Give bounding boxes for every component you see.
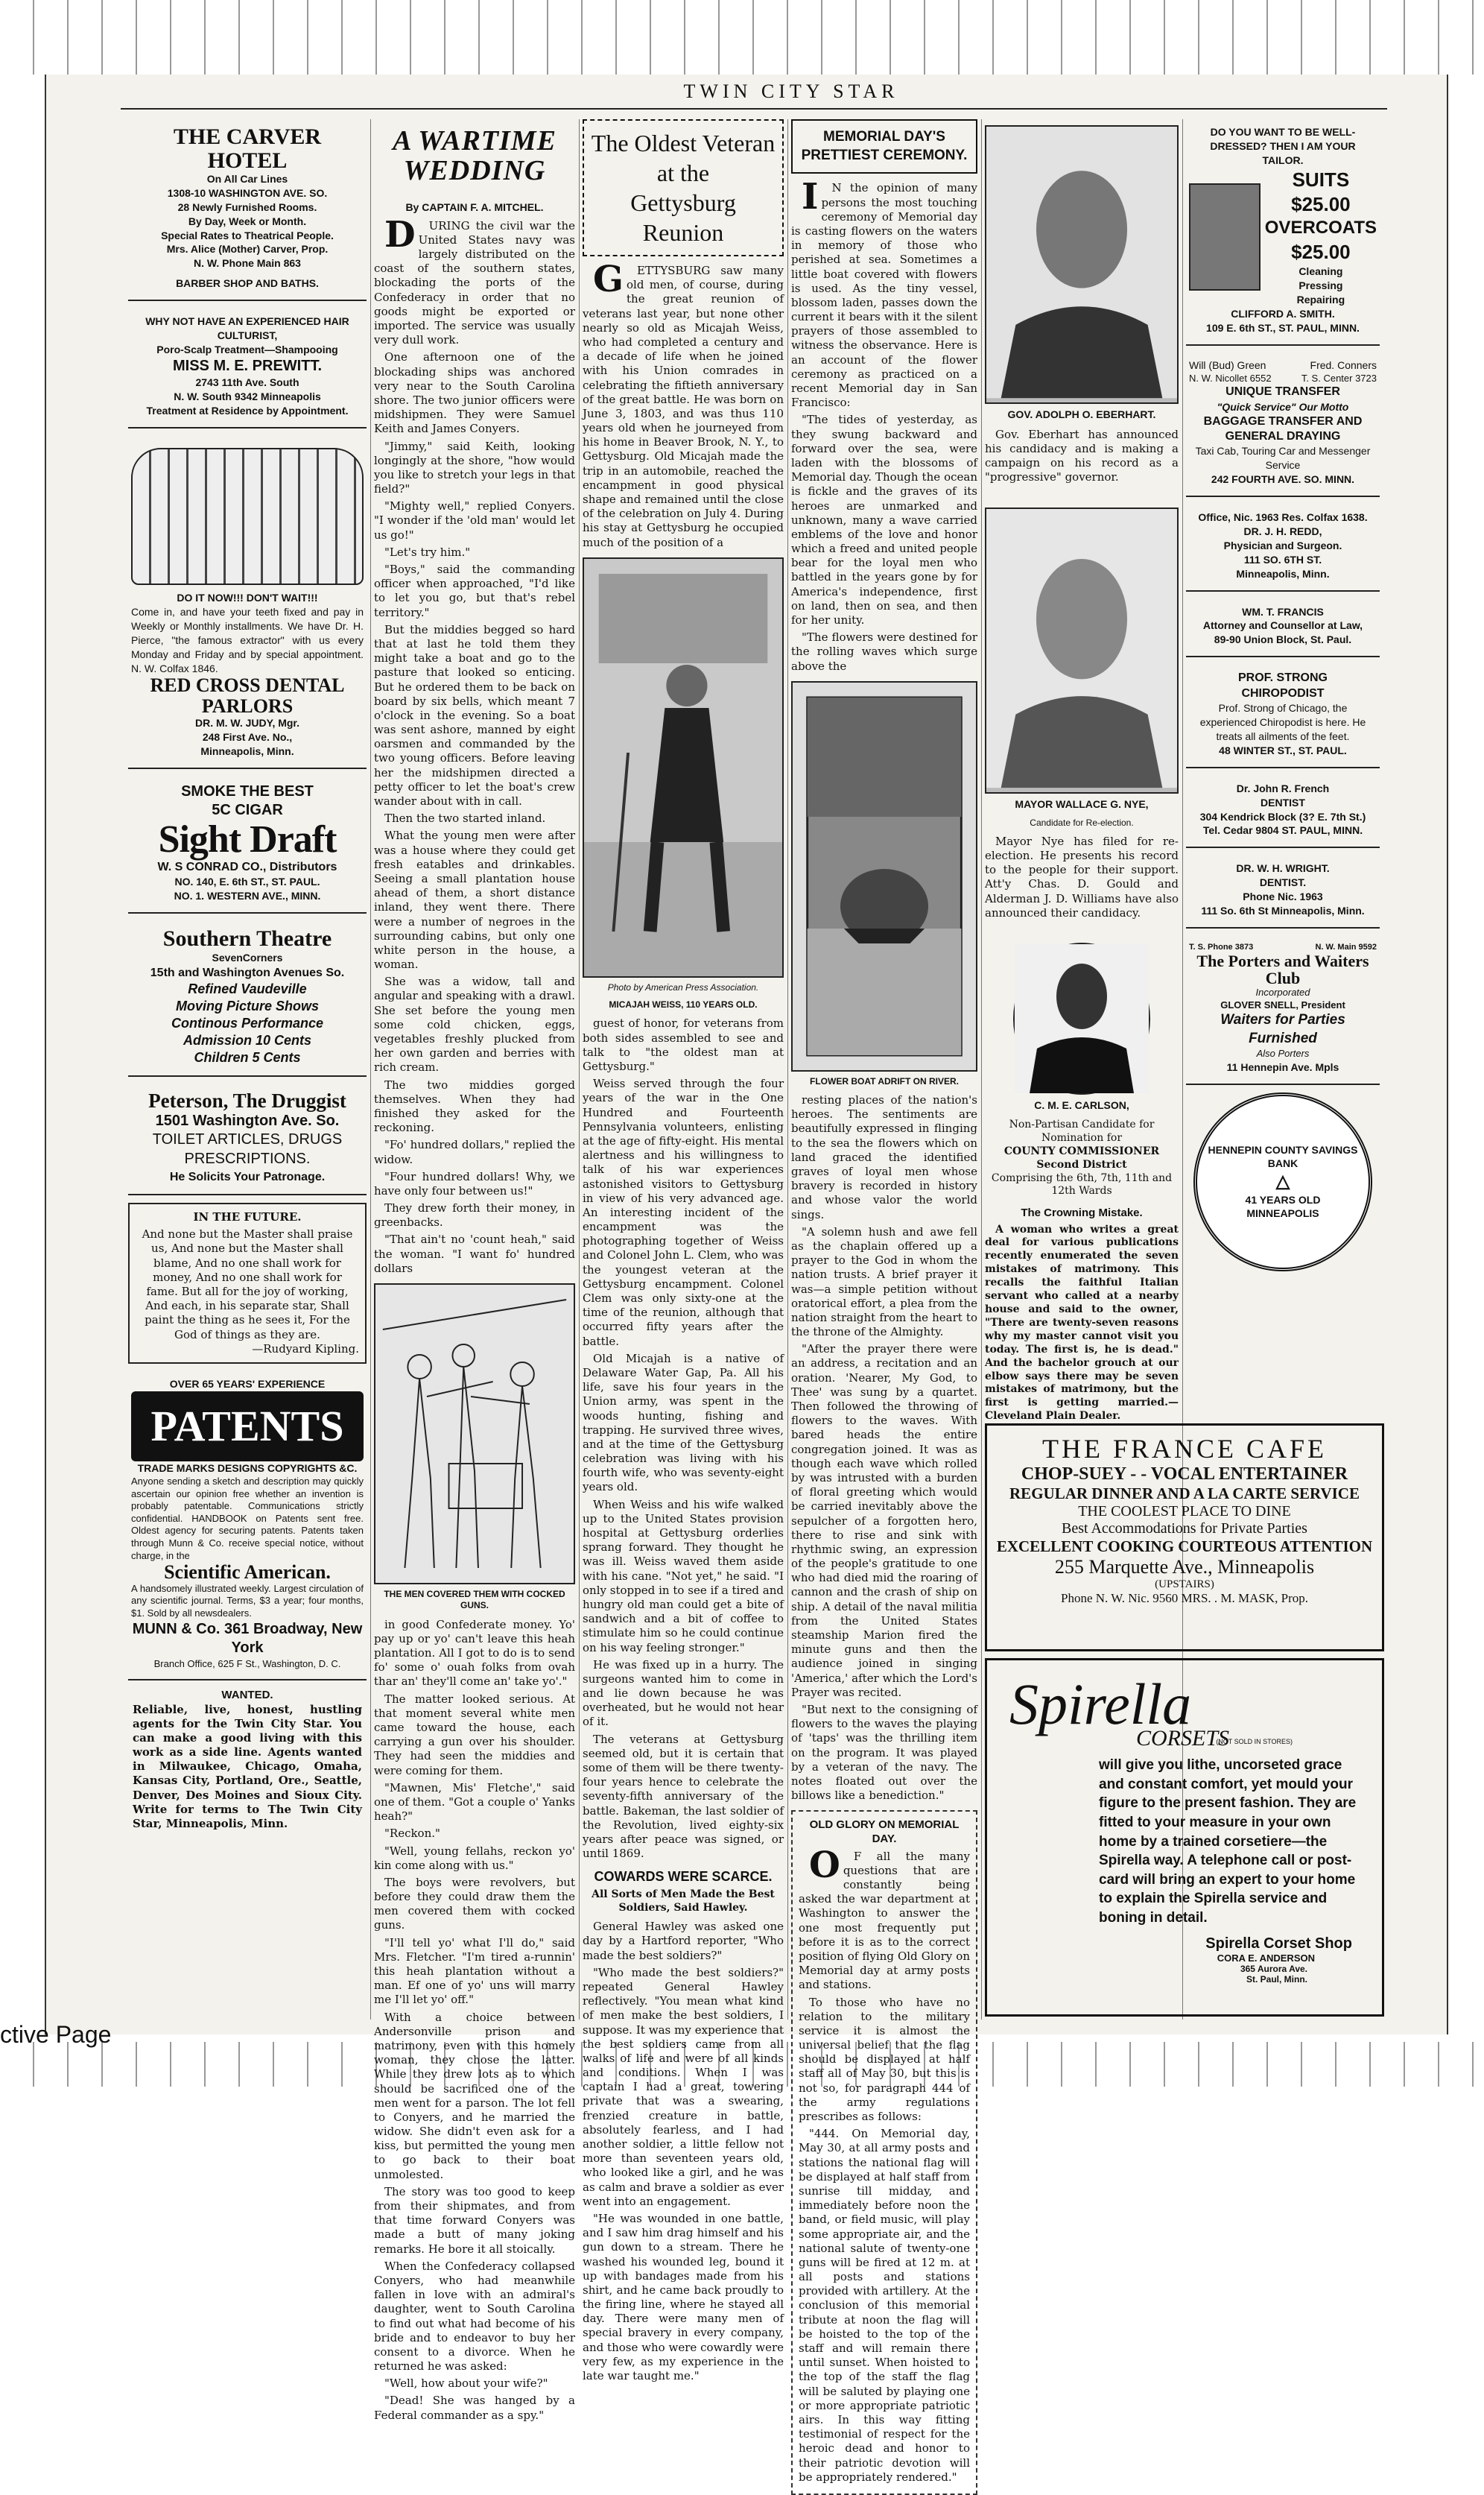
ad-line: 242 FOURTH AVE. SO. MINN. <box>1211 473 1355 486</box>
ad-line: 48 WINTER ST., ST. PAUL. <box>1219 744 1347 756</box>
redd-ad <box>1186 505 1380 591</box>
paragraph: They drew forth their money, in greenbacks. <box>374 1201 575 1230</box>
price-line: $25.00 <box>1291 240 1351 263</box>
ad-line: Minneapolis, Minn. <box>1236 567 1330 580</box>
bank-seal-text <box>1197 1143 1369 1221</box>
column-rule <box>370 119 371 2020</box>
ad-title: Scientific American. <box>164 1561 331 1584</box>
column-rule <box>981 119 982 2020</box>
paragraph: To those who have no relation to the military service it is almost the universal belief that the flag should be displayed at half staff all of May 30, but this is not so, for paragraph 444 of the army regulations prescribes as follows: <box>799 1995 970 2124</box>
cafe-line: THE COOLEST PLACE TO DINE <box>1078 1503 1291 1520</box>
paragraph: "Well, young fellahs, reckon yo' kin come along with us." <box>374 1844 575 1872</box>
ad-line: SMOKE THE BEST <box>181 782 314 800</box>
ad-line: 28 Newly Furnished Rooms. <box>177 200 317 213</box>
paragraph: The story was too good to keep from their shipmates, and from that time forward Conyers was made a butt of many joking remarks. He bore it all stoically. <box>374 2184 575 2256</box>
paragraph: in good Confederate money. Yo' pay up or yo' can't leave this heah plantation. All I got to do is to send fo' some o' ouah folks from ovah thar an' they'll come an' take yo'." <box>374 1617 575 1689</box>
ad-line: 5C CIGAR <box>212 802 283 819</box>
paragraph: She was a widow, tall and angular and speaking with a drawl. She set before the young men some cold chicken, eggs, vegetables freshly plucked from her own garden and berries with rich cream. <box>374 975 575 1075</box>
candidate-details <box>985 1119 1179 1198</box>
ad-line: WM. T. FRANCIS <box>1242 605 1324 618</box>
candidate-name: C. M. E. CARLSON, <box>1034 1099 1129 1112</box>
paragraph: guest of honor, for veterans from both sides assembled to see and talk to "the oldest man at Gettysburg." <box>583 1016 784 1074</box>
druggist-ad <box>128 1084 367 1195</box>
illustration-drawing <box>375 1285 574 1583</box>
ad-line: Waiters for Parties Furnished <box>1220 1012 1345 1046</box>
paragraph: Then the two started inland. <box>384 812 546 826</box>
wright-ad <box>1186 856 1380 929</box>
article-body-continued <box>583 1016 784 1861</box>
ad-line: Treatment at Residence by Appointment. <box>146 405 349 417</box>
service-line: Pressing <box>1298 279 1343 292</box>
column-ads-right <box>1186 119 1380 1416</box>
detail-line: COUNTY COMMISSIONER <box>1003 1145 1160 1157</box>
old-glory-title: OLD GLORY ON MEMORIAL DAY. <box>809 1818 960 1846</box>
ad-line: 89-90 Union Block, St. Paul. <box>1214 633 1352 646</box>
paragraph: Gov. Eberhart has announced his candidacy and is making a campaign on his record as a "progressive" governor. <box>985 427 1179 484</box>
ad-line: Fred. Conners <box>1310 358 1377 371</box>
paragraph: "Well, how about your wife?" <box>384 2377 548 2391</box>
article-body <box>583 259 784 550</box>
article-title-line: PRETTIEST CEREMONY. <box>801 147 968 163</box>
paragraph: "That ain't no 'count heah," said the woman. "I want fo' hundred dollars <box>374 1233 575 1275</box>
paragraph: "He was wounded in one battle, and I saw him drag himself and his gun down to a stream. There he washed his wounded leg, bound it up with bandages made from his shirt, and he came back proudly to the firing line, where he stayed all day. There were many men of special bravery in every company, and those who were cowardly were very few, as my experience in the late war taught me." <box>583 2211 784 2382</box>
photo-credit: Photo by American Press Association. <box>607 981 759 993</box>
spirella-city: St. Paul, Minn. <box>1246 1973 1307 1985</box>
tailor-ad <box>1186 119 1380 346</box>
ad-line: 111 SO. 6TH ST. <box>1243 553 1322 566</box>
ad-line: NO. 140, E. 6th ST., ST. PAUL. <box>174 876 320 888</box>
bank-age: 41 YEARS OLD <box>1245 1194 1321 1207</box>
cafe-title: THE FRANCE CAFE <box>1041 1434 1328 1464</box>
paragraph: When the Confederacy collapsed Conyers, who had meanwhile fallen in love with an admiral's daughter, went to South Carolina to find out what had become of his bride and to endeavor to buy her consent to a divorce. When he returned he was asked: <box>374 2259 575 2374</box>
candidate-text <box>985 835 1179 920</box>
detail-line: Second District <box>1036 1158 1127 1171</box>
cafe-line: REGULAR DINNER AND A LA CARTE SERVICE <box>1009 1484 1360 1502</box>
ad-line: Mrs. Alice (Mother) Carver, Prop. <box>166 243 329 256</box>
ad-line: Children 5 Cents <box>194 1050 301 1066</box>
ad-line: Admission 10 Cents <box>183 1033 312 1049</box>
paragraph: The veterans at Gettysburg seemed old, but it is certain that some of them will be there twenty-four years hence to celebrate the seventy-fifth anniversary of the battle. Bakeman, the last soldier of the Revolution, lived eighty-six years after peace was signed, or until 1869. <box>583 1732 784 1861</box>
paragraph: "But next to the consigning of flowers to the waves the playing of 'taps' was the thrilling item on the program. It was played by a veteran of the navy. The notes floated out over the billows like a benediction." <box>791 1702 977 1803</box>
wanted-text: Reliable, live, honest, hustling agents for the Twin City Star. You can make a good living with this work as a side line. Agents wanted in Milwaukee, Chicago, Omaha, Kansas City, Portland, Ore., Seattle, Denver, Des Moines and Sioux City. Write for terms to The Twin City Star, Minneapolis, Minn. <box>133 1702 362 1831</box>
paragraph: "Four hundred dollars! Why, we have only four between us!" <box>374 1169 575 1198</box>
article-title-line: MEMORIAL DAY'S <box>823 129 945 145</box>
ad-line: DR. W. H. WRIGHT. <box>1236 862 1330 875</box>
patents-ad <box>128 1371 367 1680</box>
paragraph: With a choice between Andersonville prison and matrimony, even with this homely woman, they chose the latter. While they drew lots as to which should be sacrificed one of the men went for a parson. The lot fell to Conyers, and he married the widow. She didn't even ask for a kiss, but permitted the young men to go back to their boat unmolested. <box>374 2010 575 2181</box>
article-wartime-wedding <box>374 119 575 2422</box>
ad-line: Poro-Scalp Treatment—Shampooing <box>156 343 338 355</box>
ad-line: N. W. Main 9592 <box>1315 942 1377 952</box>
spirella-corsets: CORSETS <box>1136 1726 1230 1751</box>
article-memorial-day <box>791 119 977 2484</box>
candidate-name: MAYOR WALLACE G. NYE, <box>1015 797 1149 810</box>
theatre-ad <box>128 921 367 1077</box>
ad-line: Phone Nic. 1963 <box>1243 891 1323 903</box>
portrait-nye <box>985 507 1179 794</box>
ad-badge: OVER 65 YEARS' EXPERIENCE <box>169 1377 326 1390</box>
paragraph: Weiss served through the four years of the war in the One Hundred and Fourteenth Pennsylvania volunteers, enlisting at the age of fifty-eight. His mental alertness and his willingness to talk of his war experiences astonished visitors to Gettysburg in view of his very advanced age. An interesting incident of the encampment was the photographing together of Weiss and Colonel John L. Clem, who was the youngest veteran at the Gettysburg encampment. Colonel Clem was only sixty-one at the time of the reunion, although that occurred fifty years after the battle. <box>583 1077 784 1348</box>
paragraph: But the middies begged so hard that at last he told them they might take a boat and go to the pasture that looked so enticing. But he ordered them to be back on board by six bells, which meant 7 o'clock in the evening. So a boat was sent ashore, manned by eight oarsmen and commanded by the two young officers. Before leaving her the midshipmen directed a petty officer to let the boat's crew wander about with in call. <box>374 622 575 808</box>
cowards-body <box>583 1920 784 2383</box>
ad-line: DO YOU WANT TO BE WELL-DRESSED? THEN I AM YOUR TAILOR. <box>1210 126 1356 166</box>
ad-line: T. S. Phone 3873 <box>1189 942 1254 952</box>
bank-name: HENNEPIN COUNTY SAVINGS BANK <box>1208 1143 1358 1169</box>
ad-line: DR. M. W. JUDY, Mgr. <box>194 717 299 729</box>
spirella-ad <box>985 1658 1384 2017</box>
candidate-sub: Candidate for Re-election. <box>1030 817 1134 828</box>
dental-ad <box>128 436 367 769</box>
porters-phones <box>1189 942 1377 952</box>
cigar-ad <box>128 777 367 914</box>
article-title-line: at the <box>656 159 710 186</box>
ad-line: Dr. John R. French <box>1236 782 1330 794</box>
ad-line: Physician and Surgeon. <box>1223 539 1342 551</box>
illustration-caption: THE MEN COVERED THEM WITH COCKED GUNS. <box>384 1589 565 1611</box>
page-tab-label: ctive Page <box>0 2021 112 2048</box>
detail-line: Comprising the 6th, 7th, 11th and 12th Wards <box>991 1171 1173 1198</box>
detail-line: Non-Partisan Candidate for Nomination for <box>1009 1118 1155 1144</box>
paragraph: When Weiss and his wife walked up to the United States provision hospital at Gettysburg orderlies sprang forward. They thought he was ill. Weiss waved them aside with his cane. "Not yet," he said. "I only stopped in to see if a tired and hungry old man could get a bite of sandwich and a bit of coffee to stimulate him so he could continue on his way feeling stronger." <box>583 1497 784 1654</box>
paragraph: "Who made the best soldiers?" repeated General Hawley reflectively. "You mean what kind of men make the best soldiers, I suppose. It was my experience that the best soldiers came from all walks of life and were of all kinds and conditions. When I was captain I had a great, towering private that was a swearing, frenzied creature in battle, absolutely fearless, and I had another soldier, a little fellow not more than seventeen years old, who looked like a girl, and he was as calm and brave a soldier as ever went into an engagement. <box>583 1965 784 2208</box>
ad-title: The Porters and Waiters Club <box>1196 951 1369 988</box>
ad-title: Southern Theatre <box>162 926 332 952</box>
paragraph: "The tides of yesterday, as they swung backward and forward over the sea, were laden with the blossoms of Memorial day. Though the ocean is fickle and the graves of its heroes are unmarked and unknown, many a wave carried emblems of the love and honor which a freed and united people bear for the loyal men who battled in the years gone by for America's independence, first on land, then on sea, and then for her unity. <box>791 413 977 627</box>
bank-city: MINNEAPOLIS <box>1246 1207 1319 1220</box>
ad-line: Taxi Cab, Touring Car and Messenger Service <box>1195 445 1371 472</box>
ad-line: DENTIST <box>1261 796 1305 809</box>
ad-line: GLOVER SNELL, President <box>1220 999 1345 1011</box>
paragraph: Mayor Nye has filed for re-election. He presents his record to the people for their support. Att'y Chas. D. Gould and Alderman J. D. Williams have also announced their candidacy. <box>985 834 1179 920</box>
column-rule <box>787 119 788 2020</box>
paragraph: A woman who writes a great deal for various publications recently enumerated the seven mistakes of matrimony. This recalls the faithful Italian servant who called at a nearby house and said to the owner, "There are twenty-seven reasons why my master cannot visit you today. The first is, he is dead." And the bachelor grouch at our elbow says there may be seven mistakes of matrimony, but the first is getting married.—Cleveland Plain Dealer. <box>985 1223 1179 1423</box>
page-header: TWIN CITY STAR <box>683 80 899 102</box>
price-line: $25.00 <box>1291 192 1351 215</box>
paragraph: General Hawley was asked one day by a Hartford reporter, "Who made the best soldiers?" <box>583 1920 784 1962</box>
ad-line: SevenCorners <box>212 951 283 964</box>
poem-in-the-future <box>128 1203 367 1364</box>
ad-line: 2743 11th Ave. South <box>195 376 299 389</box>
tailor-row <box>1189 168 1377 307</box>
spirella-logo: Spirella <box>1009 1672 1192 1736</box>
cafe-line: (UPSTAIRS) <box>1155 1578 1214 1590</box>
spirella-copy: will give you lithe, uncorseted grace and constant comfort, yet mould your figure to the present fashion. They are fitted to your measure in your own home by a trained corsetiere—the Spirella way. A telephone call or post-card will bring an expert to your home to explain the Spirella service and boning in detail. <box>1099 1757 1357 1926</box>
cafe-line: EXCELLENT COOKING COURTEOUS ATTENTION <box>996 1537 1373 1555</box>
paragraph: OF all the many questions that are constantly being asked the war department at Washington to answer the one most frequently put before it is as to the correct position of flying Old Glory on Memorial day at army posts and stations. <box>799 1844 970 1992</box>
article-title-line: The Oldest Veteran <box>591 130 776 156</box>
photo-micajah-weiss <box>583 557 784 978</box>
paragraph: "Reckon." <box>384 1827 440 1841</box>
ad-line: Moving Picture Shows <box>175 999 320 1014</box>
illustration-soldiers <box>374 1283 575 1584</box>
ad-line: 1308-10 WASHINGTON AVE. SO. <box>167 186 328 199</box>
tailor-prices <box>1265 168 1377 307</box>
ad-line: BAGGAGE TRANSFER AND GENERAL DRAYING <box>1203 414 1363 443</box>
column-candidates <box>985 119 1179 1423</box>
spirella-shop: Spirella Corset Shop <box>1205 1935 1352 1952</box>
cafe-line: Best Accommodations for Private Parties <box>1062 1520 1307 1537</box>
ad-line: TOILET ARTICLES, DRUGS PRESCRIPTIONS. <box>152 1131 343 1167</box>
ad-line: BARBER SHOP AND BATHS. <box>176 277 319 290</box>
cowards-title: COWARDS WERE SCARCE. <box>594 1869 773 1885</box>
paragraph: "Fo' hundred dollars," replied the widow. <box>374 1138 575 1166</box>
prewitt-ad <box>128 309 367 429</box>
patents-logo: PATENTS <box>131 1391 364 1461</box>
paragraph: DURING the civil war the United States navy was largely distributed on the coast of the southern states, blockading the ports of the Confederacy in order that no goods might be exported or imported. The service was usually very dull work. <box>374 213 575 347</box>
paragraph: "The flowers were destined for the rolling waves which surge above the <box>791 630 977 673</box>
teeth-illustration <box>131 448 364 585</box>
mistake-body <box>985 1224 1179 1424</box>
wanted-notice <box>128 1688 367 1831</box>
ad-line: TRADE MARKS DESIGNS COPYRIGHTS &C. <box>137 1462 358 1475</box>
cafe-line: Phone N. W. Nic. 9560 MRS. . M. MASK, Prop. <box>1060 1591 1308 1605</box>
ad-text: Come in, and have your teeth fixed and pay in Weekly or Monthly installments. We have Dr. H. Pierce, "the famous extractor" with us every Monday and Friday and by special appointment. N. W. Colfax 1846. <box>131 605 364 674</box>
ad-line: Office, Nic. 1963 Res. Colfax 1638. <box>1198 511 1368 524</box>
paragraph: "Jimmy," said Keith, looking longingly at the shore, "how would you like to stretch your legs in that field?" <box>374 439 575 496</box>
cigar-brand: Sight Draft <box>158 818 337 861</box>
french-ad <box>1186 776 1380 849</box>
ad-line: 109 E. 6th ST., ST. PAUL, MINN. <box>1206 321 1360 334</box>
poem-text: And none but the Master shall praise us, And none but the Master shall blame, And no one shall work for money, And no one shall work for fame. But all for the joy of working, And each, in his separate star, Shall paint the thing as he sees it, For the God of things as they are. <box>142 1227 353 1341</box>
old-glory-body <box>799 1844 970 2485</box>
beehive-icon: △ <box>1275 1171 1290 1192</box>
france-cafe-ad <box>985 1423 1384 1651</box>
photo-image <box>793 683 976 1070</box>
portrait-image <box>986 509 1177 788</box>
ad-line: 1501 Washington Ave. So. <box>155 1112 340 1129</box>
ad-line: PROF. STRONG <box>1237 671 1328 685</box>
paragraph: "After the prayer there were an address, a recitation and an oration. 'Nearer, My God, to Thee' was sung by a quartet. Then followed the throwing of flowers to the waves. With bared heads the entire congregation joined. It was as though each wave which rolled by was intrusted with a burden of floral greeting which would be carried inevitably above the sepulcher of a forgotten hero, there to rise and sink with rhythmic swing, an expression of the people's gratitude to one who had died mid the roaring of cannon and the crash of ship on ship. A detail of the naval militia from the United States steamship Marion fired the minute guns and then the audience joined in singing 'America,' after which the Lord's Prayer was recited. <box>791 1342 977 1699</box>
ad-line: He Solicits Your Patronage. <box>169 1170 326 1183</box>
paragraph: "Boys," said the commanding officer when approached, "I'd like to let you go, but that's rebel territory." <box>374 563 575 619</box>
article-title-line: Gettysburg Reunion <box>630 189 736 246</box>
ad-line: 15th and Washington Avenues So. <box>150 966 345 979</box>
ad-line: Also Porters <box>1256 1048 1310 1060</box>
transfer-row <box>1189 373 1377 385</box>
tailor-portrait <box>1189 183 1261 291</box>
photo-caption: MICAJAH WEISS, 110 YEARS OLD. <box>609 999 758 1011</box>
ad-lead: DO IT NOW!!! DON'T WAIT!!! <box>177 592 318 604</box>
ad-text: Anyone sending a sketch and description may quickly ascertain our opinion free whether an invention is probably patentable. Communications strictly confidential. HANDBOOK on Patents sent free. Oldest agency for securing patents. Patents taken through Munn & Co. receive special notice, without charge, in the <box>131 1475 364 1561</box>
article-body-continued <box>791 1093 977 1803</box>
ad-line: DR. J. H. REDD, <box>1243 525 1322 538</box>
candidate-name: GOV. ADOLPH O. EBERHART. <box>1007 408 1156 420</box>
article-oldest-veteran <box>583 119 784 2382</box>
old-glory-box <box>791 1810 977 2495</box>
article-body-continued <box>374 1618 575 2423</box>
ad-line: UNIQUE TRANSFER <box>1225 385 1340 399</box>
paragraph: "I'll tell yo' what I'll do," said Mrs. Fletcher. "I'm tired a-runnin' this heah plantation without a man. Ef one of yo' uns will marry me I'll let yo' off." <box>374 1935 575 2007</box>
paragraph: IN the opinion of many persons the most touching ceremony of Memorial day is casting flowers on the waters in memory of those who perished at sea. Sometimes a little boat covered with flowers is used. As the tiny vessel, blossom laden, passes down the current it bears with it the silent prayers of those assembled to witness the observance. Here is an account of the flower ceremony as practiced on a recent Memorial day in San Francisco: <box>791 176 977 410</box>
top-edge-grid <box>0 0 1484 75</box>
ad-line: N. W. Nicollet 6552 <box>1189 372 1272 384</box>
paragraph: GETTYSBURG saw many old men, of course, during the great reunion of veterans last year, but none other nearly so old as Micajah Weiss, who had completed a century and a decade of life when he joined with his Union comrades in celebrating the fiftieth anniversary of the great battle. He was born on June 3, 1803, and was thus 110 years old when he journeyed from his home in Beaver Brook, N. Y., to Gettysburg. Old Micajah made the trip in an automobile, reached the encampment in good physical shape and remained until the close of the celebration on July 4. During his stay at Gettysburg he occupied much of the position of a <box>583 259 784 549</box>
price-line: OVERCOATS <box>1264 218 1377 238</box>
ad-line: Continous Performance <box>171 1016 324 1031</box>
ad-name: CLIFFORD A. SMITH. <box>1231 307 1335 320</box>
ad-line: On All Car Lines <box>206 173 288 185</box>
mistake-title: The Crowning Mistake. <box>1021 1207 1143 1220</box>
ad-line: 304 Kendrick Block (3? E. 7th St.) <box>1199 810 1366 823</box>
paragraph: He was fixed up in a hurry. The surgeons wanted him to come in and lie down because he was overheated, but he would not hear of it. <box>583 1657 784 1729</box>
spirella-note: (NOT SOLD IN STORES) <box>1216 1738 1293 1745</box>
chiropodist-ad <box>1186 665 1380 768</box>
ad-line: 111 So. 6th St Minneapolis, Minn. <box>1201 905 1365 917</box>
column-rule <box>579 119 580 2020</box>
ad-line: MUNN & Co. 361 Broadway, New York <box>132 1620 363 1657</box>
service-line: Repairing <box>1296 293 1345 306</box>
ad-line: 11 Hennepin Ave. Mpls <box>1226 1060 1339 1073</box>
article-title-box <box>791 119 977 174</box>
ad-title: THE CARVER HOTEL <box>173 124 322 173</box>
portrait-carlson <box>1013 943 1150 1095</box>
article-title-box <box>583 119 784 256</box>
article-title-box <box>374 119 575 194</box>
transfer-ad <box>1186 353 1380 498</box>
portrait-image <box>1015 944 1149 1093</box>
ad-line: Incorporated <box>1255 987 1310 999</box>
portrait-image <box>986 127 1177 398</box>
ad-line: By Day, Week or Month. <box>188 215 307 227</box>
ad-line: WHY NOT HAVE AN EXPERIENCED HAIR CULTURIST, <box>145 315 349 342</box>
ad-line: Attorney and Counsellor at Law, <box>1202 619 1363 632</box>
poem-author: —Rudyard Kipling. <box>252 1341 359 1356</box>
header-rule <box>121 108 1387 110</box>
paragraph: What the young men were after was a house where they could get fresh eatables and drinkables. Seeing a small plantation house ahead of them, a short distance inland, they went there. There were a number of negroes in the surrounding cabins, but only one white person in the house, a woman. <box>374 829 575 972</box>
paragraph: The matter looked serious. At that moment several white men came toward the house, each carrying a gun over his shoulder. They had seen the middies and were coming for them. <box>374 1692 575 1777</box>
photo-flower-boat <box>791 681 977 1072</box>
ad-name: RED CROSS DENTAL PARLORS <box>150 674 345 717</box>
paragraph: The two middies gorged themselves. When they had finished they asked for the reckoning. <box>374 1078 575 1135</box>
paragraph: "A solemn hush and awe fell as the chaplain offered up a prayer to the God in whom the nation trusts. A brief prayer it was—a simple petition without oratorical effort, a plea from the nation straight from the heart to the throne of the Almighty. <box>791 1224 977 1339</box>
ad-line: T. S. Center 3723 <box>1301 372 1377 384</box>
column-ads-left <box>128 119 367 2020</box>
ad-line: N. W. Phone Main 863 <box>194 257 301 270</box>
article-body <box>374 213 575 1276</box>
article-title: A WARTIME WEDDING <box>393 125 556 186</box>
ad-line: NO. 1. WESTERN AVE., MINN. <box>174 890 321 902</box>
spirella-addr: 365 Aurora Ave. <box>1240 1963 1307 1974</box>
paragraph: One afternoon one of the blockading ships was anchored very near to the South Carolina shore. The two junior officers were midshipmen. They were Samuel Keith and James Conyers. <box>374 350 575 436</box>
paragraph: The boys were revolvers, but before they could draw them the men covered them with cocked guns. <box>374 1875 575 1932</box>
ad-title: Peterson, The Druggist <box>148 1090 346 1113</box>
ad-line: "Quick Service" Our Motto <box>1217 400 1349 413</box>
article-byline: By CAPTAIN F. A. MITCHEL. <box>405 200 544 213</box>
portrait-eberhart <box>985 125 1179 404</box>
photo-caption: FLOWER BOAT ADRIFT ON RIVER. <box>810 1075 959 1087</box>
ad-line: Will (Bud) Green <box>1189 358 1266 371</box>
cafe-line: CHOP-SUEY - - VOCAL ENTERTAINER <box>1021 1464 1348 1484</box>
paragraph: resting places of the nation's heroes. The sentiments are beautifully expressed in flinging to the sea the flowers which on land graced the identified graves of loyal men whose bravery is recorded in history and whose valor the world sings. <box>791 1093 977 1221</box>
francis-ad <box>1186 599 1380 658</box>
paragraph: "Dead! She was hanged by a Federal commander as a spy." <box>374 2394 575 2422</box>
carver-hotel-ad <box>128 119 367 301</box>
paragraph: "Mighty well," replied Conyers. "I wonder if the 'old man' would let us go!" <box>374 499 575 542</box>
bank-seal <box>1193 1092 1372 1271</box>
ad-line: Refined Vaudeville <box>188 981 307 997</box>
poem-title: IN THE FUTURE. <box>193 1210 302 1224</box>
ad-line: Branch Office, 625 F St., Washington, D. C. <box>153 1657 341 1669</box>
ad-line: W. S CONRAD CO., Distributors <box>157 860 337 873</box>
paragraph: Old Micajah is a native of Delaware Water Gap, Pa. All his life, save his four years in the Union army, was spent in the woods hunting, fishing and trapping. He survived three wives, and at the time of the Gettysburg celebration was living with his fourth wife, who was seventy-eight years old. <box>583 1351 784 1494</box>
paragraph: "Mawnen, Mis' Fletche'," said one of them. "Got a couple o' Yanks heah?" <box>374 1780 575 1824</box>
ad-line: 248 First Ave. No., <box>202 730 293 743</box>
ad-text: A handsomely illustrated weekly. Largest circulation of any scientific journal. Terms, $3 a year; four months, $1. Sold by all newsdealers. <box>131 1582 364 1619</box>
ad-text: Prof. Strong of Chicago, the experienced Chiropodist is here. He treats all ailments of the feet. <box>1199 702 1366 742</box>
photo-image <box>584 559 782 976</box>
service-line: Cleaning <box>1298 265 1343 278</box>
ad-line: DENTIST. <box>1259 876 1307 889</box>
price-line: SUITS <box>1292 168 1350 191</box>
spirella-owner: CORA E. ANDERSON <box>1217 1952 1315 1964</box>
article-body <box>791 176 977 673</box>
cowards-dek: All Sorts of Men Made the Best Soldiers, Said Hawley. <box>592 1888 775 1914</box>
paragraph: "444. On Memorial day, May 30, at all army posts and stations the national flag will be displayed at half staff from sunrise till midday, and immediately before noon the band, or field music, will play some appropriate air, and the national salute of twenty-one guns will be fired at 12 m. at all posts and stations provided with artillery. At the conclusion of this memorial tribute at noon the flag will be hoisted to the top of the staff and will remain there until sunset. When hoisted to the top of the staff the flag will be saluted by playing one or more appropriate patriotic airs. In this way fitting testimonial of respect for the heroic dead and honor to their patriotic devotion will be appropriately rendered." <box>799 2127 970 2484</box>
porters-ad <box>1186 936 1380 1085</box>
cafe-address: 255 Marquette Ave., Minneapolis <box>1054 1556 1315 1578</box>
wanted-title: WANTED. <box>221 1689 273 1702</box>
transfer-row <box>1189 359 1377 373</box>
candidate-text <box>985 428 1179 485</box>
ad-name: MISS M. E. PREWITT. <box>172 357 322 374</box>
paragraph: "Let's try him." <box>384 545 471 559</box>
ad-line: Minneapolis, Minn. <box>200 744 294 757</box>
ad-line: N. W. South 9342 Minneapolis <box>174 390 321 403</box>
ad-line: Tel. Cedar 9804 ST. PAUL, MINN. <box>1202 824 1363 837</box>
ad-line: Special Rates to Theatrical People. <box>161 229 334 241</box>
ad-line: CHIROPODIST <box>1241 686 1325 700</box>
